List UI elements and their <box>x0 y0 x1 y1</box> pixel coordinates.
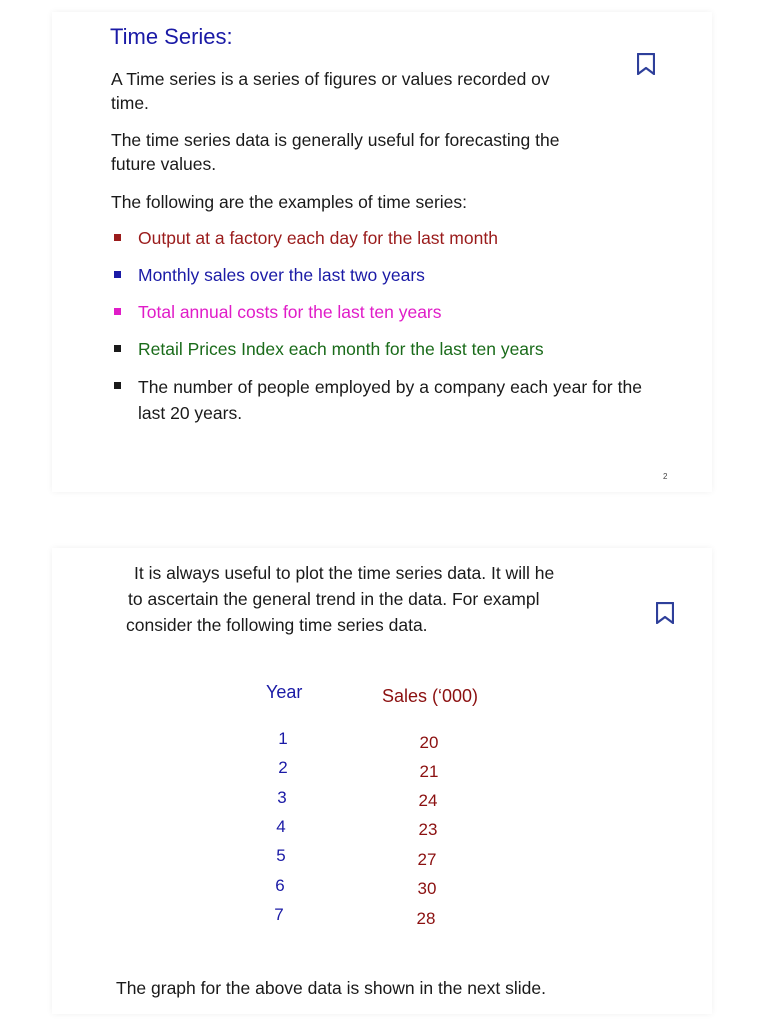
intro-paragraph <box>111 67 651 115</box>
bullet-marker <box>114 234 121 241</box>
table-cell-sales: 27 <box>417 850 437 869</box>
sales-header: Sales (‘000) <box>382 686 479 706</box>
bookmark-icon[interactable] <box>656 602 674 624</box>
forecast-line-1: The time series data is generally useful for forecasting the <box>111 130 560 150</box>
list-item <box>112 263 652 287</box>
table-cell-year: 6 <box>275 876 285 895</box>
table-cell-year: 5 <box>276 846 286 865</box>
slide-2 <box>52 548 712 1014</box>
table-cell-sales: 28 <box>416 909 436 928</box>
table-cell-sales: 24 <box>418 791 438 810</box>
table-cell-sales: 21 <box>419 762 439 781</box>
slide-title: Time Series: <box>110 24 233 49</box>
examples-list <box>112 226 652 439</box>
footer-note: The graph for the above data is shown in the next slide. <box>116 977 546 998</box>
bullet-marker <box>114 345 121 352</box>
list-item-text: Monthly sales over the last two years <box>138 265 425 285</box>
table-cell-sales: 20 <box>419 733 439 752</box>
bullet-marker <box>114 308 121 315</box>
forecast-line-2: future values. <box>111 154 217 174</box>
examples-intro: The following are the examples of time series: <box>111 192 467 212</box>
table-cell-sales: 30 <box>417 879 437 898</box>
intro-line-1: It is always useful to plot the time series data. It will he <box>134 563 555 583</box>
intro-line-2: to ascertain the general trend in the data. For exampl <box>128 589 540 609</box>
bullet-marker <box>114 271 121 278</box>
year-header: Year <box>266 682 303 702</box>
intro-line-3: consider the following time series data. <box>126 615 428 635</box>
list-item-text: The number of people employed by a company each year for the last 20 years. <box>138 377 642 423</box>
list-item <box>112 374 642 426</box>
intro-line-2: time. <box>111 93 149 113</box>
table-cell-year: 1 <box>278 729 288 748</box>
table-cell-sales: 23 <box>418 820 438 839</box>
list-item-text: Retail Prices Index each month for the last ten years <box>138 339 544 359</box>
table-cell-year: 4 <box>276 817 286 836</box>
list-item-text: Total annual costs for the last ten years <box>138 302 442 322</box>
intro-line-1: A Time series is a series of figures or values recorded ov <box>111 69 550 89</box>
list-item-text: Output at a factory each day for the last month <box>138 228 498 248</box>
forecast-paragraph <box>111 128 651 176</box>
list-item <box>112 300 652 324</box>
table-cell-year: 7 <box>274 905 284 924</box>
table-cell-year: 2 <box>278 758 288 777</box>
bookmark-icon[interactable] <box>637 53 655 75</box>
table-cell-year: 3 <box>277 788 287 807</box>
list-item <box>112 337 652 361</box>
list-item <box>112 226 652 250</box>
bullet-marker <box>114 382 121 389</box>
slide-1 <box>52 12 712 492</box>
page-number: 2 <box>663 472 668 481</box>
